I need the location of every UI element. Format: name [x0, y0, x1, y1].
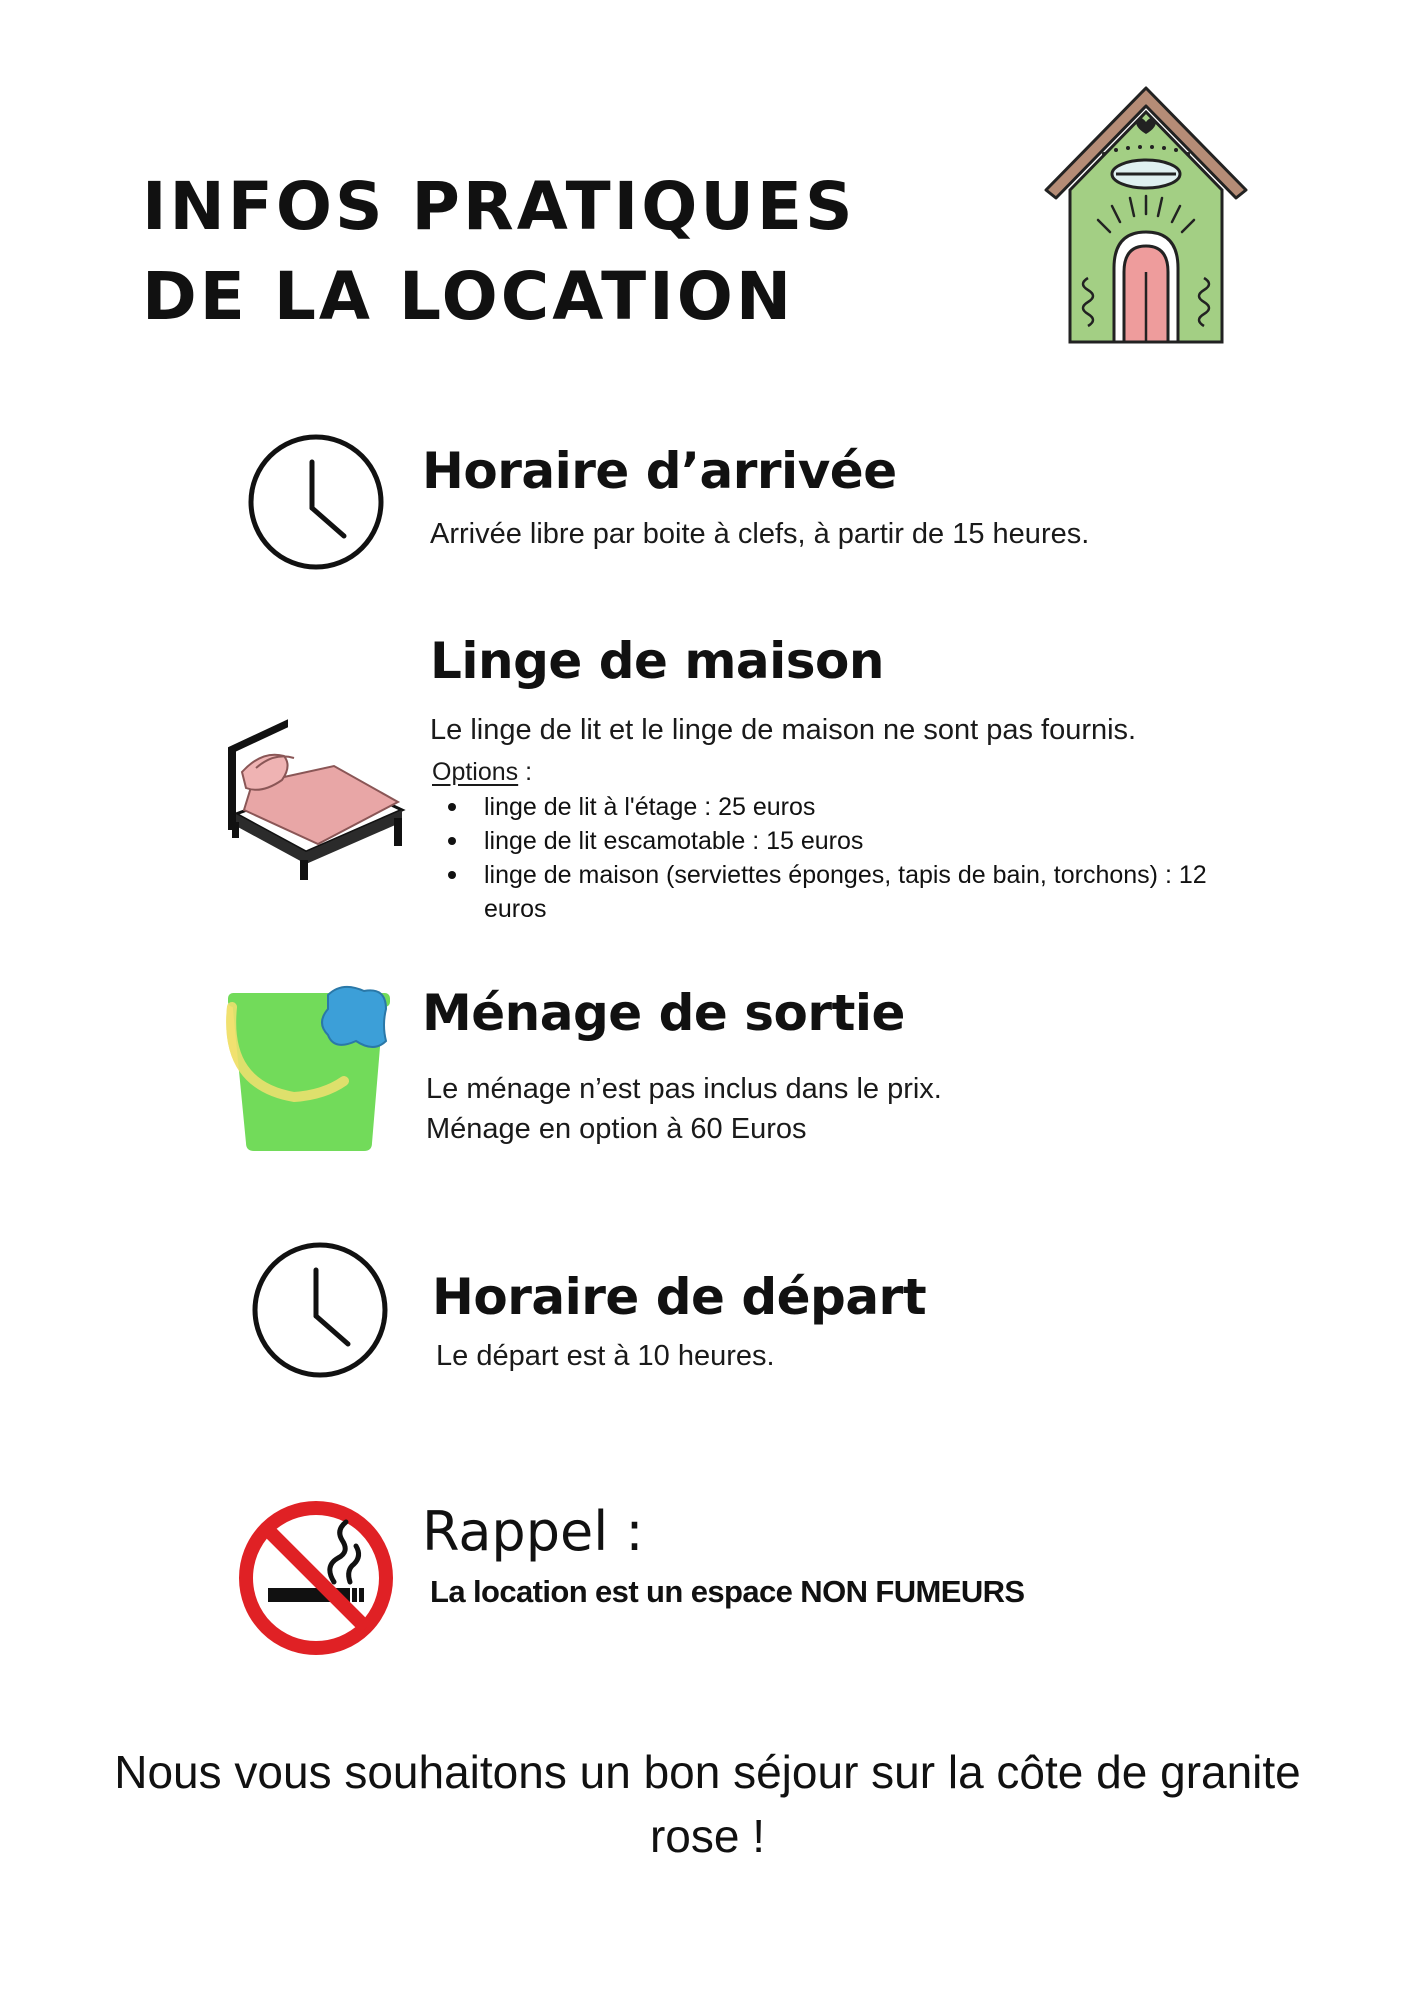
clock-icon [246, 432, 386, 572]
bed-icon [222, 710, 412, 880]
options-label-colon: : [518, 758, 533, 786]
options-label-word: Options [432, 758, 519, 786]
title-line-1: INFOS PRATIQUES [142, 168, 856, 245]
cleaning-heading: Ménage de sortie [422, 984, 905, 1042]
title-line-2: DE LA LOCATION [142, 258, 795, 335]
reminder-heading: Rappel : [422, 1500, 644, 1563]
no-smoking-icon [238, 1500, 394, 1656]
closing-message: Nous vous souhaitons un bon séjour sur la côte de granite rose ! [114, 1746, 1301, 1862]
list-item: linge de lit escamotable : 15 euros [436, 824, 1274, 858]
linen-heading: Linge de maison [430, 632, 884, 690]
arrival-heading: Horaire d’arrivée [422, 442, 897, 500]
arrival-text: Arrivée libre par boite à clefs, à partir de 15 heures. [430, 518, 1090, 550]
reminder-text: La location est un espace NON FUMEURS [430, 1574, 1025, 1609]
list-item: linge de lit à l'étage : 25 euros [436, 790, 1274, 824]
options-list [436, 790, 1274, 926]
options-label [432, 758, 532, 787]
bucket-icon [224, 985, 394, 1155]
clock-icon [250, 1240, 390, 1380]
cleaning-text-line2: Ménage en option à 60 Euros [426, 1113, 807, 1145]
house-illustration-icon [1040, 82, 1260, 352]
linen-text: Le linge de lit et le linge de maison ne sont pas fournis. [430, 714, 1137, 746]
departure-heading: Horaire de départ [432, 1268, 927, 1326]
list-item: linge de maison (serviettes éponges, tapis de bain, torchons) : 12 euros [436, 858, 1274, 926]
departure-text: Le départ est à 10 heures. [436, 1340, 775, 1372]
cleaning-text-line1: Le ménage n’est pas inclus dans le prix. [426, 1073, 942, 1105]
